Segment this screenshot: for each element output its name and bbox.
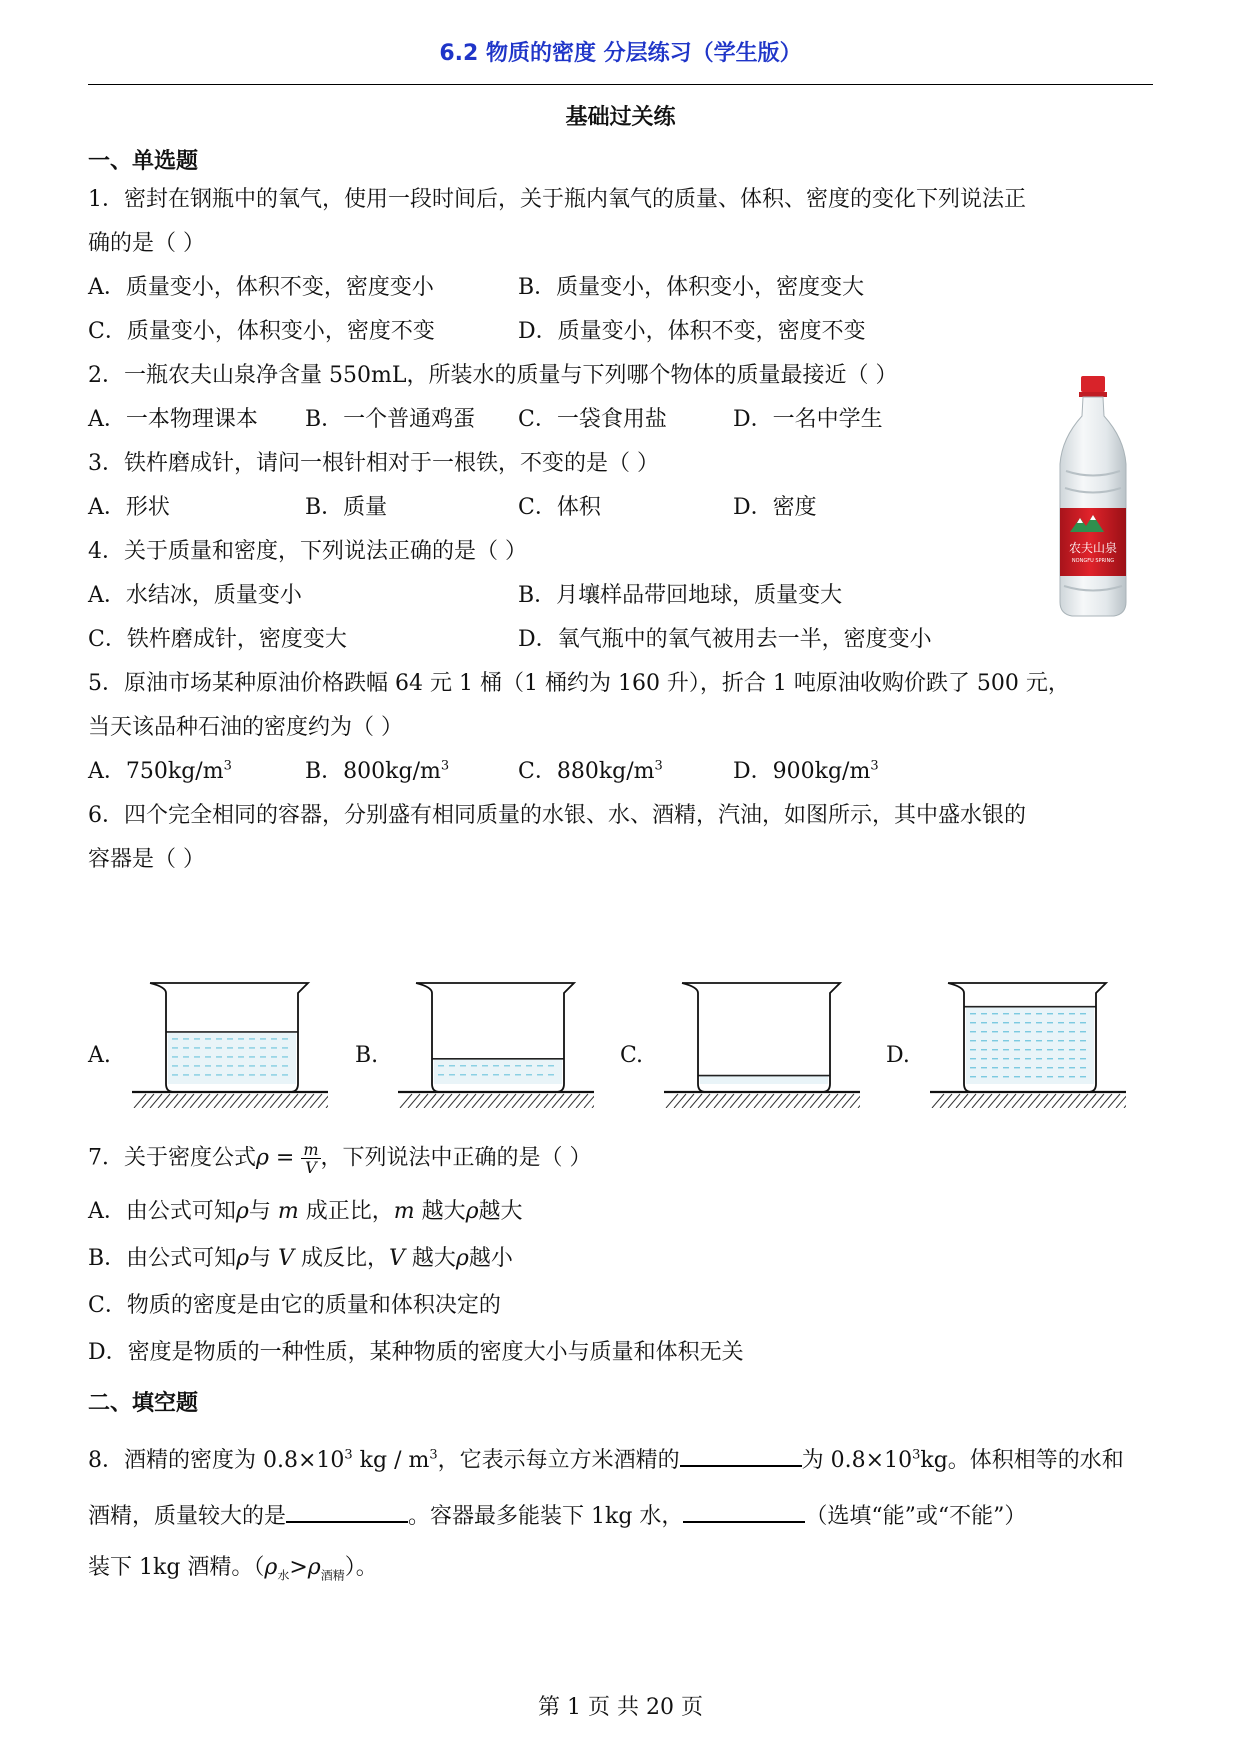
q8-sub-water: 水: [277, 1568, 290, 1583]
q8-text-1: 8．酒精的密度为 0.8×10: [88, 1448, 345, 1473]
q8-exp-2: 3: [429, 1447, 438, 1463]
q4-option-d[interactable]: D．氧气瓶中的氧气被用去一半，密度变小: [518, 627, 932, 652]
ground-hatch: [850, 1094, 860, 1108]
ground-hatch: [584, 1094, 594, 1108]
q7-a-part5: 成正比，: [298, 1199, 394, 1224]
q4-stem: 4．关于质量和密度，下列说法正确的是（ ）: [88, 539, 527, 564]
page-header-title: 6.2 物质的密度 分层练习（学生版）: [439, 41, 802, 66]
q6-label-c[interactable]: C.: [620, 1043, 644, 1068]
q8-rho-water: ρ: [264, 1555, 278, 1580]
q5-option-d-exp: 3: [870, 758, 879, 774]
q4-option-a[interactable]: A．水结冰，质量变小: [88, 583, 302, 608]
q7-a-part3: 与: [248, 1199, 278, 1224]
q8-line2: [88, 1501, 1026, 1531]
q5-stem-line2: 当天该品种石油的密度约为（ ）: [88, 715, 403, 740]
q7-stem: [88, 1141, 592, 1176]
q8-blank-2[interactable]: [286, 1501, 408, 1523]
q2-stem: 2．一瓶农夫山泉净含量 550mL，所装水的质量与下列哪个物体的质量最接近（ ）: [88, 363, 898, 388]
q6-label-b[interactable]: B.: [355, 1043, 379, 1068]
q5-option-c[interactable]: [518, 758, 663, 786]
q6-label-a[interactable]: A.: [88, 1043, 111, 1068]
q7-b-part3: 与: [249, 1246, 279, 1271]
q1-stem-line1: 1．密封在钢瓶中的氧气，使用一段时间后，关于瓶内氧气的质量、体积、密度的变化下列说法正: [88, 187, 1027, 212]
q8-text-8: （选填“能”或“不能”）: [805, 1504, 1027, 1529]
q8-line3: [88, 1554, 378, 1582]
formula-denominator: V: [305, 1158, 317, 1177]
section-subtitle: 基础过关练: [565, 105, 676, 130]
q3-option-a[interactable]: A．形状: [88, 495, 170, 520]
q7-option-a[interactable]: [88, 1198, 523, 1226]
q2-option-a[interactable]: A．一本物理课本: [88, 407, 258, 432]
q7-option-d[interactable]: D．密度是物质的一种性质，某种物质的密度大小与质量和体积无关: [88, 1340, 744, 1365]
section-heading-single-choice: 一、单选题: [88, 149, 199, 174]
q8-exp-3: 3: [912, 1447, 921, 1463]
page-footer: 第 1 页 共 20 页: [538, 1695, 703, 1720]
q8-text-7: 。容器最多能装下 1kg 水，: [408, 1504, 684, 1529]
q1-option-d[interactable]: D．质量变小，体积不变，密度不变: [518, 319, 866, 344]
beaker-c: [664, 980, 860, 1108]
q7-a-rho1: ρ: [235, 1199, 249, 1224]
q5-option-a-text: A．750kg/m: [88, 759, 224, 784]
q3-option-d[interactable]: D．密度: [733, 495, 817, 520]
q5-option-b-exp: 3: [440, 758, 450, 774]
q5-option-a[interactable]: [88, 758, 232, 786]
q7-option-b[interactable]: [88, 1245, 513, 1273]
q5-option-c-exp: 3: [654, 758, 663, 774]
q8-sub-alcohol: 酒精: [320, 1568, 345, 1583]
liquid: [966, 1007, 1094, 1084]
q7-a-part9: 越大: [478, 1199, 523, 1224]
q8-exp-1: 3: [344, 1447, 353, 1463]
q6-stem-line2: 容器是（ ）: [88, 847, 205, 872]
water-bottle-image: [1052, 376, 1134, 618]
q7-b-part1: B．由公式可知: [88, 1246, 237, 1271]
q7-a-part7: 越大: [414, 1199, 466, 1224]
density-formula-fraction: [301, 1141, 320, 1176]
q2-option-b[interactable]: B．一个普通鸡蛋: [305, 407, 476, 432]
q8-rho-alcohol: ρ: [307, 1555, 321, 1580]
bottle-label-sub: NONGFU SPRING: [1071, 558, 1115, 564]
liquid: [700, 1076, 828, 1084]
ground-hatch: [318, 1094, 328, 1108]
section-heading-fill-blank: 二、填空题: [88, 1391, 199, 1416]
header-divider: [88, 84, 1153, 85]
q4-option-c[interactable]: C．铁杵磨成针，密度变大: [88, 627, 347, 652]
q8-text-5: kg。体积相等的水和: [920, 1448, 1124, 1473]
q7-b-rho1: ρ: [236, 1246, 250, 1271]
q1-option-b[interactable]: B．质量变小，体积变小，密度变大: [518, 275, 865, 300]
q5-option-b[interactable]: [305, 758, 449, 786]
q8-text-3: ，它表示每立方米酒精的: [437, 1448, 680, 1473]
q5-option-d-text: D．900kg/m: [733, 759, 871, 784]
bottle-label-brand: 农夫山泉: [1068, 541, 1118, 555]
q7-rho-symbol: ρ: [256, 1145, 269, 1171]
q8-text-10: ）。: [344, 1555, 378, 1580]
q7-b-rho2: ρ: [455, 1246, 469, 1271]
q1-stem-line2: 确的是（ ）: [88, 231, 205, 256]
q5-option-b-text: B．800kg/m: [305, 759, 441, 784]
q7-a-m1: m: [277, 1199, 299, 1224]
liquid: [168, 1032, 296, 1084]
q7-b-part7: 越大: [404, 1246, 456, 1271]
q1-option-a[interactable]: A．质量变小，体积不变，密度变小: [88, 275, 434, 300]
q2-option-d[interactable]: D．一名中学生: [733, 407, 883, 432]
formula-numerator: m: [303, 1140, 319, 1159]
liquid: [434, 1059, 562, 1084]
q3-stem: 3．铁杵磨成针，请问一根针相对于一根铁，不变的是（ ）: [88, 451, 659, 476]
q7-b-v2: V: [389, 1246, 405, 1271]
q8-gt: >: [289, 1555, 308, 1580]
q3-option-c[interactable]: C．体积: [518, 495, 601, 520]
q6-stem-line1: 6．四个完全相同的容器，分别盛有相同质量的水银、水、酒精，汽油，如图所示，其中盛水银的: [88, 803, 1027, 828]
q8-blank-3[interactable]: [683, 1501, 805, 1523]
q5-option-c-text: C．880kg/m: [518, 759, 655, 784]
beaker-d: [930, 980, 1126, 1108]
q8-blank-1[interactable]: [680, 1445, 802, 1467]
q1-option-c[interactable]: C．质量变小，体积变小，密度不变: [88, 319, 435, 344]
q7-a-m2: m: [393, 1199, 415, 1224]
q4-option-b[interactable]: B．月壤样品带回地球，质量变大: [518, 583, 843, 608]
q8-text-9: 装下 1kg 酒精。（: [88, 1555, 265, 1580]
q7-b-part5: 成反比，: [294, 1246, 389, 1271]
q8-text-2: kg / m: [352, 1448, 430, 1473]
q3-option-b[interactable]: B．质量: [305, 495, 388, 520]
q7-b-v1: V: [278, 1246, 294, 1271]
q7-b-part9: 越小: [468, 1246, 513, 1271]
beaker-a: [132, 980, 328, 1108]
q5-option-a-exp: 3: [223, 758, 232, 774]
q5-stem-line1: 5．原油市场某种原油价格跌幅 64 元 1 桶（1 桶约为 160 升），折合 1 吨原油收购价跌了 500 元，: [88, 671, 1070, 696]
q8-text-4: 为 0.8×10: [801, 1448, 913, 1473]
q2-option-c[interactable]: C．一袋食用盐: [518, 407, 667, 432]
ground-hatch: [1116, 1094, 1126, 1108]
q7-stem-prefix: 7．关于密度公式: [88, 1145, 256, 1171]
q7-equals: =: [268, 1145, 302, 1171]
q7-option-c[interactable]: C．物质的密度是由它的质量和体积决定的: [88, 1293, 501, 1318]
q6-label-d[interactable]: D.: [886, 1043, 910, 1068]
q8-text-6: 酒精，质量较大的是: [88, 1504, 287, 1529]
q7-a-rho2: ρ: [465, 1199, 479, 1224]
beaker-b: [398, 980, 594, 1108]
q7-stem-suffix: ，下列说法中正确的是（ ）: [320, 1145, 592, 1171]
q7-a-part1: A．由公式可知: [88, 1199, 236, 1224]
q8-line1: [88, 1445, 1124, 1475]
q5-option-d[interactable]: [733, 758, 879, 786]
